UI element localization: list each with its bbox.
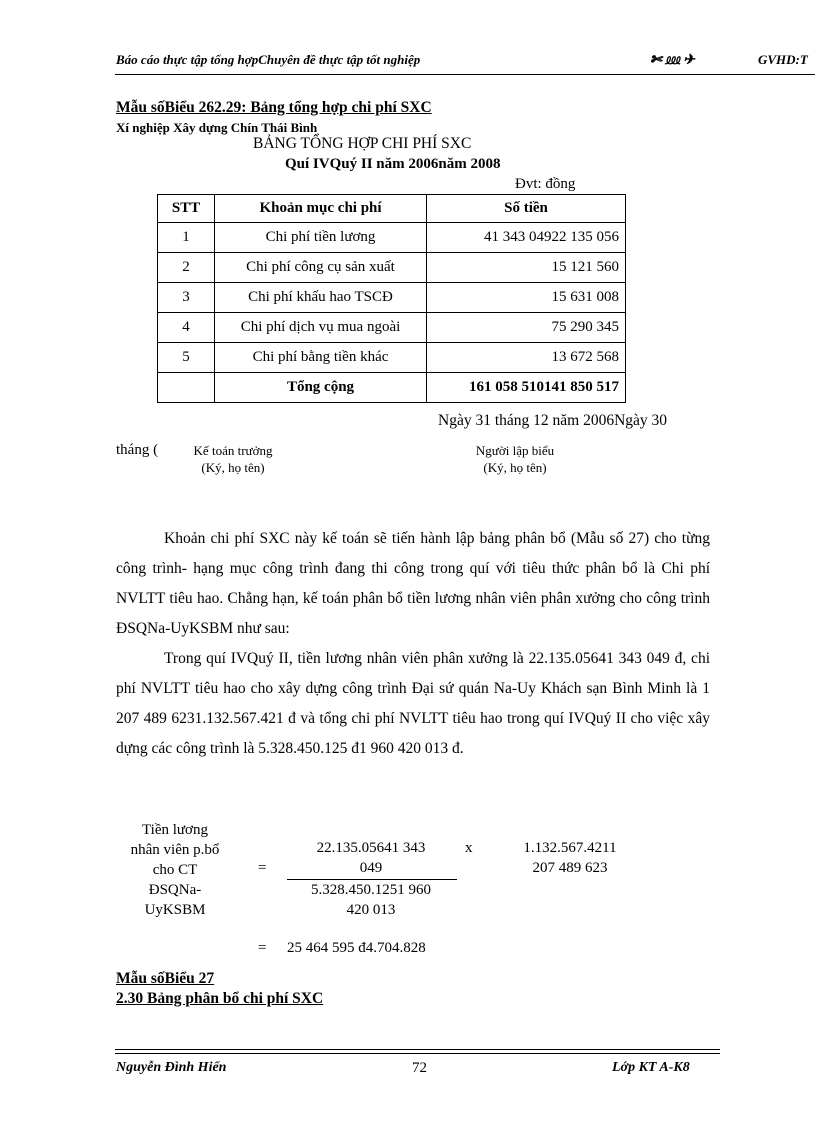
table-row [158,253,626,283]
footer-author: Nguyễn Đình Hiển [116,1060,227,1075]
next-form-label: Mẫu sốBiểu 27 [116,970,215,987]
table-total-row [158,373,626,403]
row-amount: 15 631 008 [427,283,626,313]
chief-accountant-title: Kế toán trưởng [193,443,273,458]
formula-label [112,820,238,920]
total-amount: 161 058 510141 850 517 [427,373,626,403]
table-row [158,283,626,313]
formula-equals: = [258,860,267,876]
formula-label-line: UyKSBM [144,902,206,918]
row-stt: 3 [158,283,215,313]
maker-note: (Ký, họ tên) [483,460,547,475]
date-continuation: tháng ( [116,442,159,458]
maker-title: Người lập biểu [475,443,555,458]
date-line: Ngày 31 tháng 12 năm 2006Ngày 30 [438,412,668,429]
formula-label-line: cho CT [152,862,198,878]
total-stt [158,373,215,403]
formula-denominator: 5.328.450.1251 960 [311,882,431,898]
formula-label-line: Tiền lương [142,822,208,838]
row-item: Chi phí dịch vụ mua ngoài [215,313,427,343]
row-amount: 15 121 560 [427,253,626,283]
paragraph-allocation: Khoản chi phí SXC này kế toán sẽ tiến hành lập bảng phân bổ (Mẫu số 27) cho từng công trình- hạng mục công trình đang thi công trong quí với tiêu thức phân bổ là Chi phí NVLTT tiêu hao. Chẳng hạn, kế toán phân bổ tiền lương nhân viên phân xưởng cho công trình ĐSQNa-UyKSBM như sau: [116,530,710,637]
row-stt: 1 [158,223,215,253]
row-stt: 5 [158,343,215,373]
next-table-title: 2.30 Bảng phân bổ chi phí SXC [116,990,324,1007]
header-amount: Số tiền [427,195,626,223]
formula-denominator-cont: 420 013 [346,902,396,918]
row-amount: 41 343 04922 135 056 [427,223,626,253]
formula-label-line: nhân viên p.bổ [130,842,220,858]
formula-multiplier-cont: 207 489 623 [532,860,608,876]
header-ornament-icon: ✄ ⅏ ✈ [650,53,695,68]
row-amount: 13 672 568 [427,343,626,373]
row-amount: 75 290 345 [427,313,626,343]
footer-rule-double [115,1053,720,1054]
formula-numerator-cont: 049 [359,860,383,876]
company-name: Xí nghiệp Xây dựng Chín Thái Bình [116,120,318,135]
row-stt: 2 [158,253,215,283]
row-item: Chi phí khấu hao TSCĐ [215,283,427,313]
header-title: Báo cáo thực tập tổng hợpChuyên đề thực tập tốt nghiệp [116,52,421,67]
unit-label: Đvt: đồng [515,176,576,192]
body-text [116,524,710,644]
table-row [158,223,626,253]
formula-numerator: 22.135.05641 343 [316,840,426,856]
header-stt: STT [158,195,215,223]
table-header-row [158,195,626,223]
fraction-bar [287,879,457,880]
header-advisor: GVHD:T [758,52,808,67]
chief-accountant-note: (Ký, họ tên) [201,460,265,475]
header-item: Khoản mục chi phí [215,195,427,223]
formula-multiplier: 1.132.567.4211 [523,840,617,856]
row-item: Chi phí tiền lương [215,223,427,253]
form-title: Mẫu sốBiểu 262.29: Bảng tổng hợp chi phí SXC [116,99,432,116]
formula-times: x [465,840,473,856]
footer-rule [115,1049,720,1050]
body-text-2 [116,644,710,764]
row-stt: 4 [158,313,215,343]
table-row [158,343,626,373]
table-row [158,313,626,343]
total-label: Tổng cộng [215,373,427,403]
formula-label-line: ĐSQNa- [148,882,202,898]
result-equals: = [258,940,267,956]
row-item: Chi phí bằng tiền khác [215,343,427,373]
paragraph-example: Trong quí IVQuý II, tiền lương nhân viên phân xưởng là 22.135.05641 343 049 đ, chi phí NVLTT tiêu hao cho xây dựng công trình Đại sứ quán Na-Uy Khách sạn Bình Minh là 1 207 489 6231.132.567.421 đ và tổng chi phí NVLTT tiêu hao trong quí IVQuý II cho việc xây dựng các công trình là 5.328.450.125 đ1 960 420 013 đ. [116,650,710,757]
row-item: Chi phí công cụ sản xuất [215,253,427,283]
table-title: BẢNG TỔNG HỢP CHI PHÍ SXC [253,135,472,152]
formula-result: 25 464 595 đ4.704.828 [287,940,426,956]
header-rule [115,74,815,75]
cost-summary-table [157,194,626,403]
period: Quí IVQuý II năm 2006năm 2008 [285,156,501,172]
page-number: 72 [412,1060,427,1076]
footer-class: Lớp KT A-K8 [612,1060,690,1075]
